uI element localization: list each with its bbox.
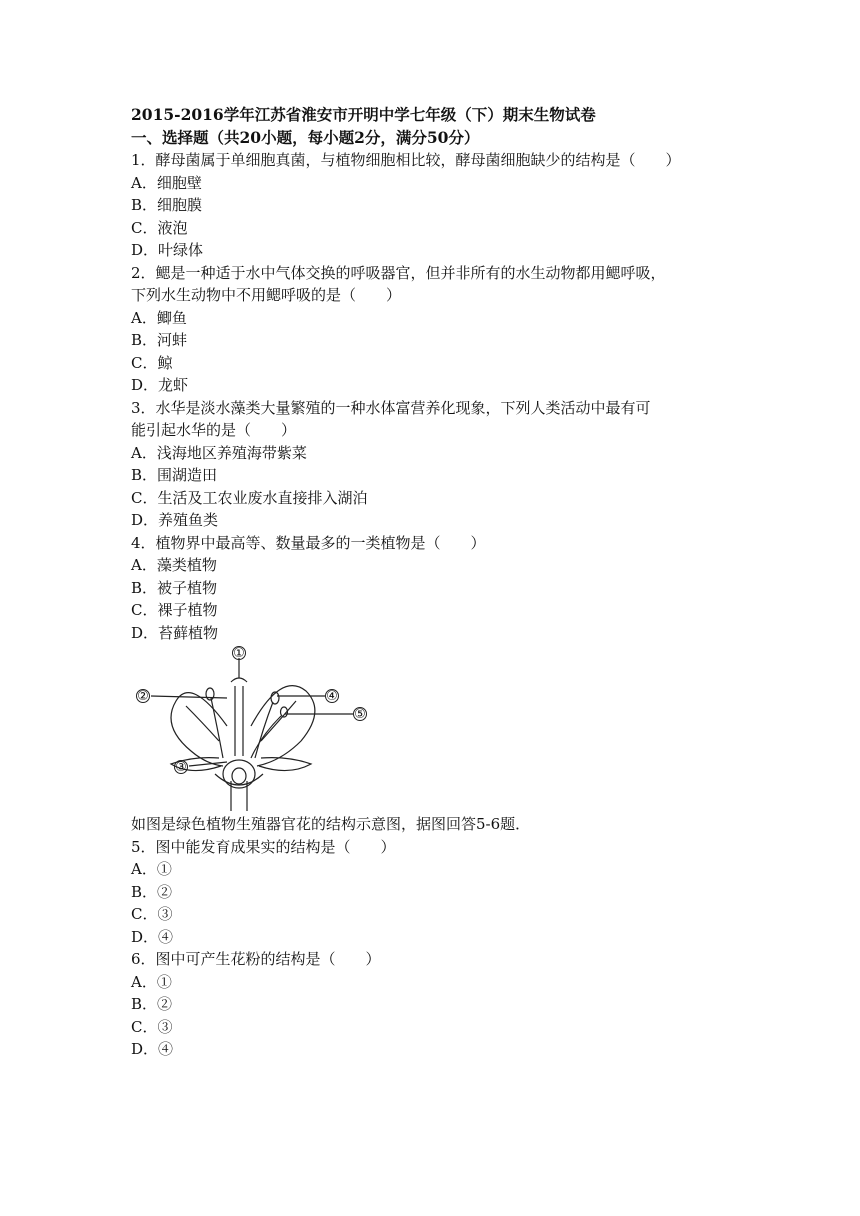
- label-3: ③: [175, 760, 187, 775]
- option-d: D．④: [131, 1040, 174, 1058]
- option-a: A．藻类植物: [131, 556, 217, 574]
- question-stem: 5．图中能发育成果实的结构是（ ）: [131, 837, 396, 856]
- section-heading: 一、选择题（共20小题，每小题2分，满分50分）: [131, 127, 480, 147]
- option-c: C．生活及工农业废水直接排入湖泊: [131, 488, 368, 507]
- label-2: ②: [137, 689, 149, 704]
- flower-structure-figure: [131, 646, 751, 811]
- question-stem: 1．酵母菌属于单细胞真菌，与植物细胞相比较，酵母菌细胞缺少的结构是（ ）: [131, 151, 681, 169]
- option-c: C．③: [131, 905, 173, 923]
- label-1: ①: [233, 646, 245, 661]
- option-a: A．①: [131, 860, 172, 878]
- question-5: [131, 836, 751, 949]
- option-b: B．细胞膜: [131, 196, 203, 214]
- option-a: A．浅海地区养殖海带紫菜: [131, 443, 307, 462]
- question-stem-line-2: 下列水生动物中不用鳃呼吸的是（ ）: [131, 286, 402, 304]
- question-stem: 4．植物界中最高等、数量最多的一类植物是（ ）: [131, 533, 486, 552]
- label-4: ④: [326, 689, 338, 704]
- option-d: D．叶绿体: [131, 241, 204, 259]
- option-b: B．②: [131, 882, 173, 901]
- option-d: D．养殖鱼类: [131, 511, 219, 529]
- option-d: D．龙虾: [131, 376, 189, 394]
- option-c: C．液泡: [131, 218, 188, 237]
- option-c: C．鲸: [131, 353, 173, 372]
- question-stem-line-2: 能引起水华的是（ ）: [131, 421, 297, 439]
- option-c: C．裸子植物: [131, 601, 218, 619]
- exam-page: [131, 104, 751, 1061]
- option-a: A．细胞壁: [131, 173, 202, 192]
- option-b: B．②: [131, 995, 173, 1013]
- question-2: [131, 262, 751, 397]
- option-b: B．围湖造田: [131, 466, 218, 484]
- question-6: [131, 948, 751, 1061]
- option-a: A．鲫鱼: [131, 308, 187, 327]
- page-title: 2015-2016学年江苏省淮安市开明中学七年级（下）期末生物试卷: [131, 105, 596, 124]
- question-stem-line-1: 2．鳃是一种适于水中气体交换的呼吸器官，但并非所有的水生动物都用鳃呼吸，: [131, 263, 666, 282]
- question-3: [131, 397, 751, 532]
- question-1: [131, 149, 751, 262]
- option-d: D．④: [131, 927, 174, 946]
- flower-diagram: [131, 646, 391, 811]
- option-c: C．③: [131, 1017, 173, 1036]
- option-a: A．①: [131, 972, 172, 991]
- question-stem-line-1: 3．水华是淡水藻类大量繁殖的一种水体富营养化现象，下列人类活动中最有可: [131, 398, 651, 417]
- figure-caption: 如图是绿色植物生殖器官花的结构示意图，据图回答5-6题．: [131, 815, 531, 833]
- label-5: ⑤: [354, 707, 366, 722]
- option-b: B．被子植物: [131, 578, 218, 597]
- question-4: [131, 532, 751, 645]
- question-stem: 6．图中可产生花粉的结构是（ ）: [131, 950, 381, 968]
- option-b: B．河蚌: [131, 331, 188, 349]
- option-d: D．苔藓植物: [131, 623, 219, 642]
